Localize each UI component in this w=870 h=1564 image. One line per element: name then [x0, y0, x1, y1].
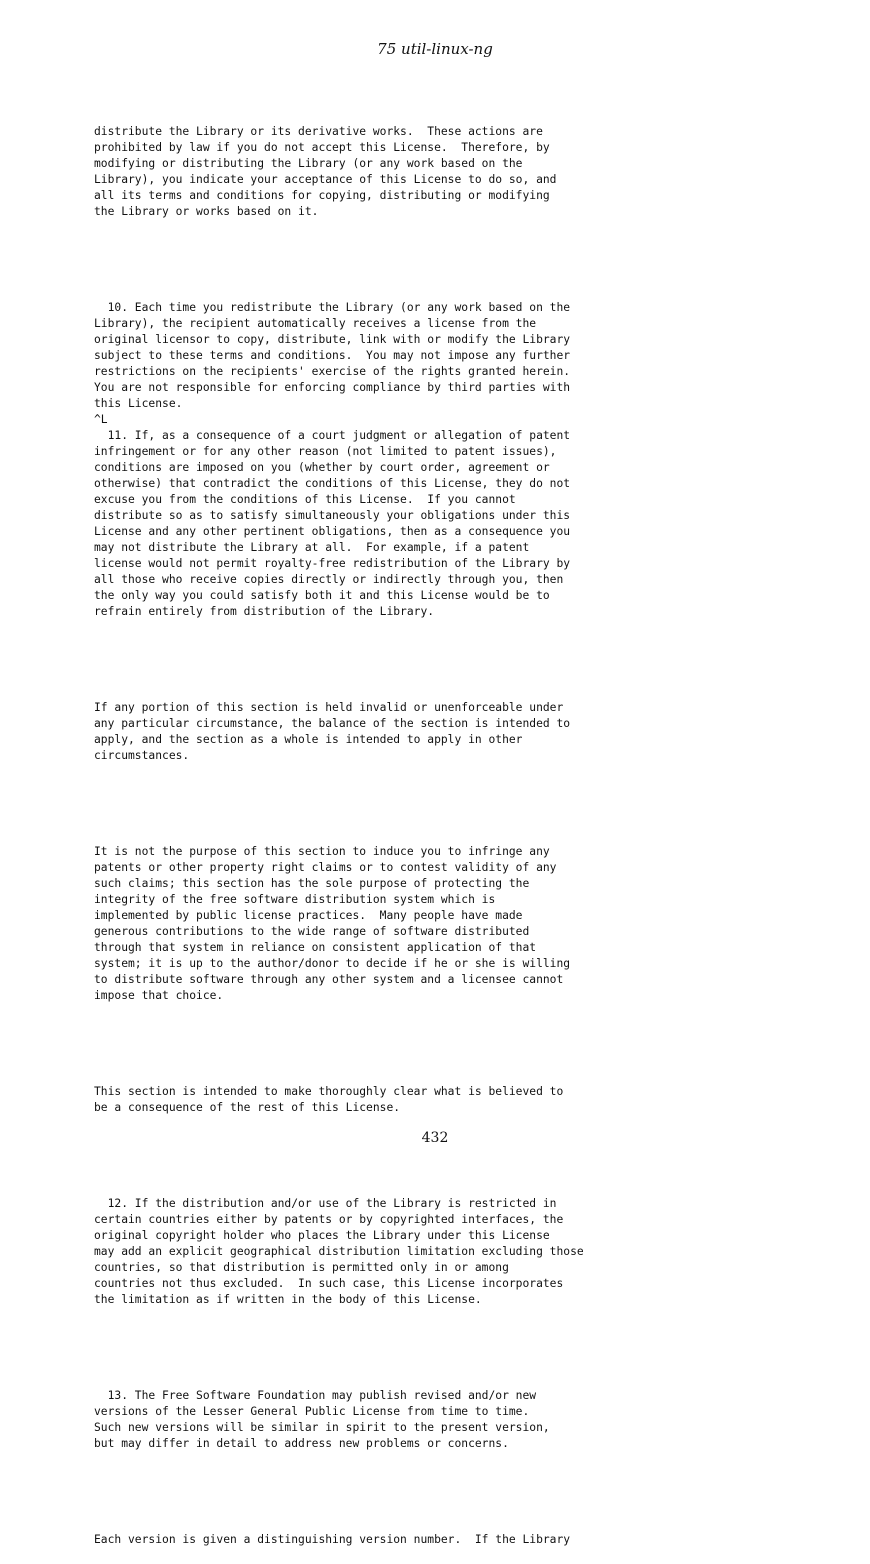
paragraph-gap: [94, 1036, 584, 1052]
paragraph-gap: [94, 252, 584, 268]
paragraph-distribution-acceptance: distribute the Library or its derivative works. These actions are prohibited by law if you do not accept this License. Therefore, by modifying or distributing the Library (or any work based on the Library), you indicate your acceptance of this License to do so, and all its terms and conditions for copying, distributing or modifying the Library or works based on it.: [94, 125, 557, 218]
paragraph-version-number: Each version is given a distinguishing version number. If the Library: [94, 1533, 571, 1546]
running-header: 75 util-linux-ng: [377, 40, 493, 58]
paragraph-gap: [94, 1340, 584, 1356]
paragraph-section-intent: This section is intended to make thoroughly clear what is believed to be a consequence of the rest of this License.: [94, 1085, 564, 1114]
page-number: 432: [421, 1130, 449, 1146]
paragraph-section-purpose: It is not the purpose of this section to induce you to infringe any patents or other property right claims or to contest validity of any such claims; this section has the sole purpose of protecting the integrity of the free software distribution system which is implemented by public license practices. Many people have made generous contributions to the wide range of software distributed through that system in reliance on consistent application of that system; it is up to the author/donor to decide if he or she is willing to distribute software through any other system and a licensee cannot impose that choice.: [94, 845, 571, 1002]
paragraph-sections-10-11: 10. Each time you redistribute the Library (or any work based on the Library), the recipient automatically receives a license from the original licensor to copy, distribute, link with or modify the Library subject to these terms and conditions. You may not impose any further restrictions on the recipients' exercise of the rights granted herein. You are not responsible for enforcing compliance by third parties with this License. ^L 11. If, as a consequence of a court judgment or allegation of patent infringement or for any other reason (not limited to patent issues), conditions are imposed on you (whether by court order, agreement or otherwise) that contradict the conditions of this License, they do not excuse you from the conditions of this License. If you cannot distribute so as to satisfy simultaneously your obligations under this License and any other pertinent obligations, then as a consequence you may not distribute the Library at all. For example, if a patent license would not permit royalty-free redistribution of the Library by all those who receive copies directly or indirectly through you, then the only way you could satisfy both it and this License would be to refrain entirely from distribution of the Library.: [94, 301, 571, 618]
paragraph-gap: [94, 1484, 584, 1500]
paragraph-gap: [94, 652, 584, 668]
paragraph-section-invalid-portion: If any portion of this section is held invalid or unenforceable under any particular circumstance, the balance of the section is intended to apply, and the section as a whole is intended to apply in other circumstances.: [94, 701, 571, 762]
license-text-body: [94, 92, 584, 1564]
paragraph-section-13: 13. The Free Software Foundation may publish revised and/or new versions of the Lesser General Public License from time to time. Such new versions will be similar in spirit to the present version, but may differ in detail to address new problems or concerns.: [94, 1389, 550, 1450]
paragraph-gap: [94, 796, 584, 812]
paragraph-gap: [94, 1148, 584, 1164]
paragraph-section-12: 12. If the distribution and/or use of the Library is restricted in certain countries either by patents or by copyrighted interfaces, the original copyright holder who places the Library under this License may add an explicit geographical distribution limitation excluding those countries, so that distribution is permitted only in or among countries not thus excluded. In such case, this License incorporates the limitation as if written in the body of this License.: [94, 1197, 584, 1306]
